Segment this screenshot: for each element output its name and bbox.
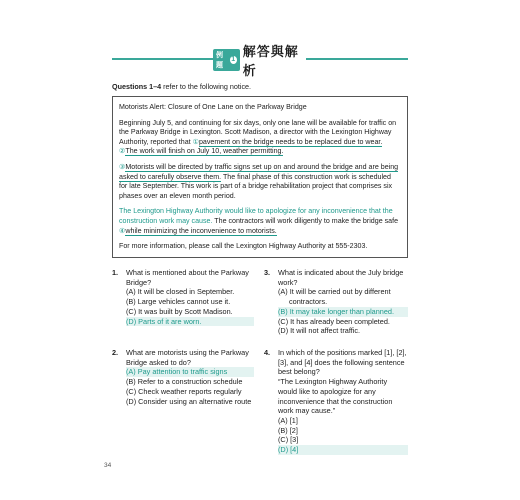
correct-option: (B) It may take longer than planned. [278, 307, 408, 317]
underlined-phrase-2: The work will finish on July 10, weather permitting. [125, 147, 284, 156]
notice-box [112, 96, 408, 258]
notice-text: The final phase of this construction work is scheduled for late September. This work is part of a bridge rehabilitation project that comprises six phases over an eleven month period. [119, 172, 393, 200]
question-text: In which of the positions marked [1], [2], [3], and [4] does the following sentence best belong? [278, 348, 407, 377]
option: (D) It will not affect traffic. [278, 326, 361, 336]
example-badge [213, 49, 240, 71]
marker-2: ② [119, 147, 126, 156]
option: (A) [1] [278, 415, 298, 425]
question-1 [112, 268, 254, 326]
option: (C) [3] [278, 435, 299, 445]
marker-4: ④ [119, 226, 126, 235]
questions-range: Questions 1–4 [112, 82, 162, 91]
question-text: What is indicated about the July bridge work? [278, 268, 404, 287]
question-text: What is mentioned about the Parkway Bridge? [126, 268, 249, 287]
question-number: 2. [112, 348, 119, 357]
quoted-sentence: “The Lexington Highway Authority would like to apologize for any inconvenience that the construction work may cause.” [278, 377, 393, 416]
badge-label: 例題 [216, 51, 223, 69]
notice-paragraph-2 [119, 163, 401, 201]
notice-text: The contractors will work diligently to make the bridge safe [212, 216, 399, 225]
question-number: 4. [264, 348, 271, 357]
option: (B) [2] [278, 425, 298, 435]
intro-text: refer to the following notice. [161, 82, 252, 91]
page-number: 34 [104, 462, 112, 469]
notice-paragraph-4: For more information, please call the Lexington Highway Authority at 555-2303. [119, 242, 368, 251]
highlighted-sentence: The Lexington Highway Authority would like to apologize for any inconvenience that the construction work may cause. [119, 207, 393, 225]
correct-option: (A) Pay attention to traffic signs [126, 367, 254, 377]
option: (C) It has already been completed. [278, 316, 390, 326]
underlined-phrase-3: Motorists will be directed by traffic signs set up on and around the bridge and are being asked to carefully observe them. [119, 162, 399, 181]
marker-3: ③ [119, 162, 126, 171]
notice-paragraph-1 [119, 119, 401, 157]
correct-option: (D) Parts of it are worn. [126, 317, 254, 327]
question-number: 1. [112, 268, 119, 277]
question-4 [264, 348, 408, 455]
option: (B) Large vehicles cannot use it. [126, 297, 231, 307]
notice-text: Beginning July 5, and continuing for six days, only one lane will be available for traffic on the Parkway Bridge in Lexington. Scott Madison, a director with the Lexington Highway Authority, reported that [119, 118, 397, 146]
option: (A) It will be closed in September. [126, 287, 235, 297]
question-number: 3. [264, 268, 271, 277]
question-2 [112, 348, 254, 406]
underlined-phrase-1: pavement on the bridge needs to be replaced due to wear. [198, 137, 383, 146]
underlined-phrase-4: while minimizing the inconvenience to motorists. [125, 226, 277, 235]
option: (D) Consider using an alternative route [126, 396, 252, 406]
question-text: What are motorists using the Parkway Bridge asked to do? [126, 348, 249, 367]
question-3 [264, 268, 408, 336]
badge-number: 1 [231, 55, 236, 63]
option: (B) Refer to a construction schedule [126, 377, 243, 387]
option: (C) It was built by Scott Madison. [126, 306, 233, 316]
correct-option: (D) [4] [278, 445, 408, 455]
option: (C) Check weather reports regularly [126, 386, 242, 396]
notice-paragraph-3 [119, 207, 401, 236]
marker-1: ① [192, 137, 199, 146]
section-header [213, 43, 306, 78]
notice-heading: Motorists Alert: Closure of One Lane on the Parkway Bridge [119, 103, 307, 111]
questions-intro [112, 82, 251, 91]
option: (A) It will be carried out by different contractors. [278, 287, 391, 307]
section-title: 解答與解析 [242, 43, 299, 78]
